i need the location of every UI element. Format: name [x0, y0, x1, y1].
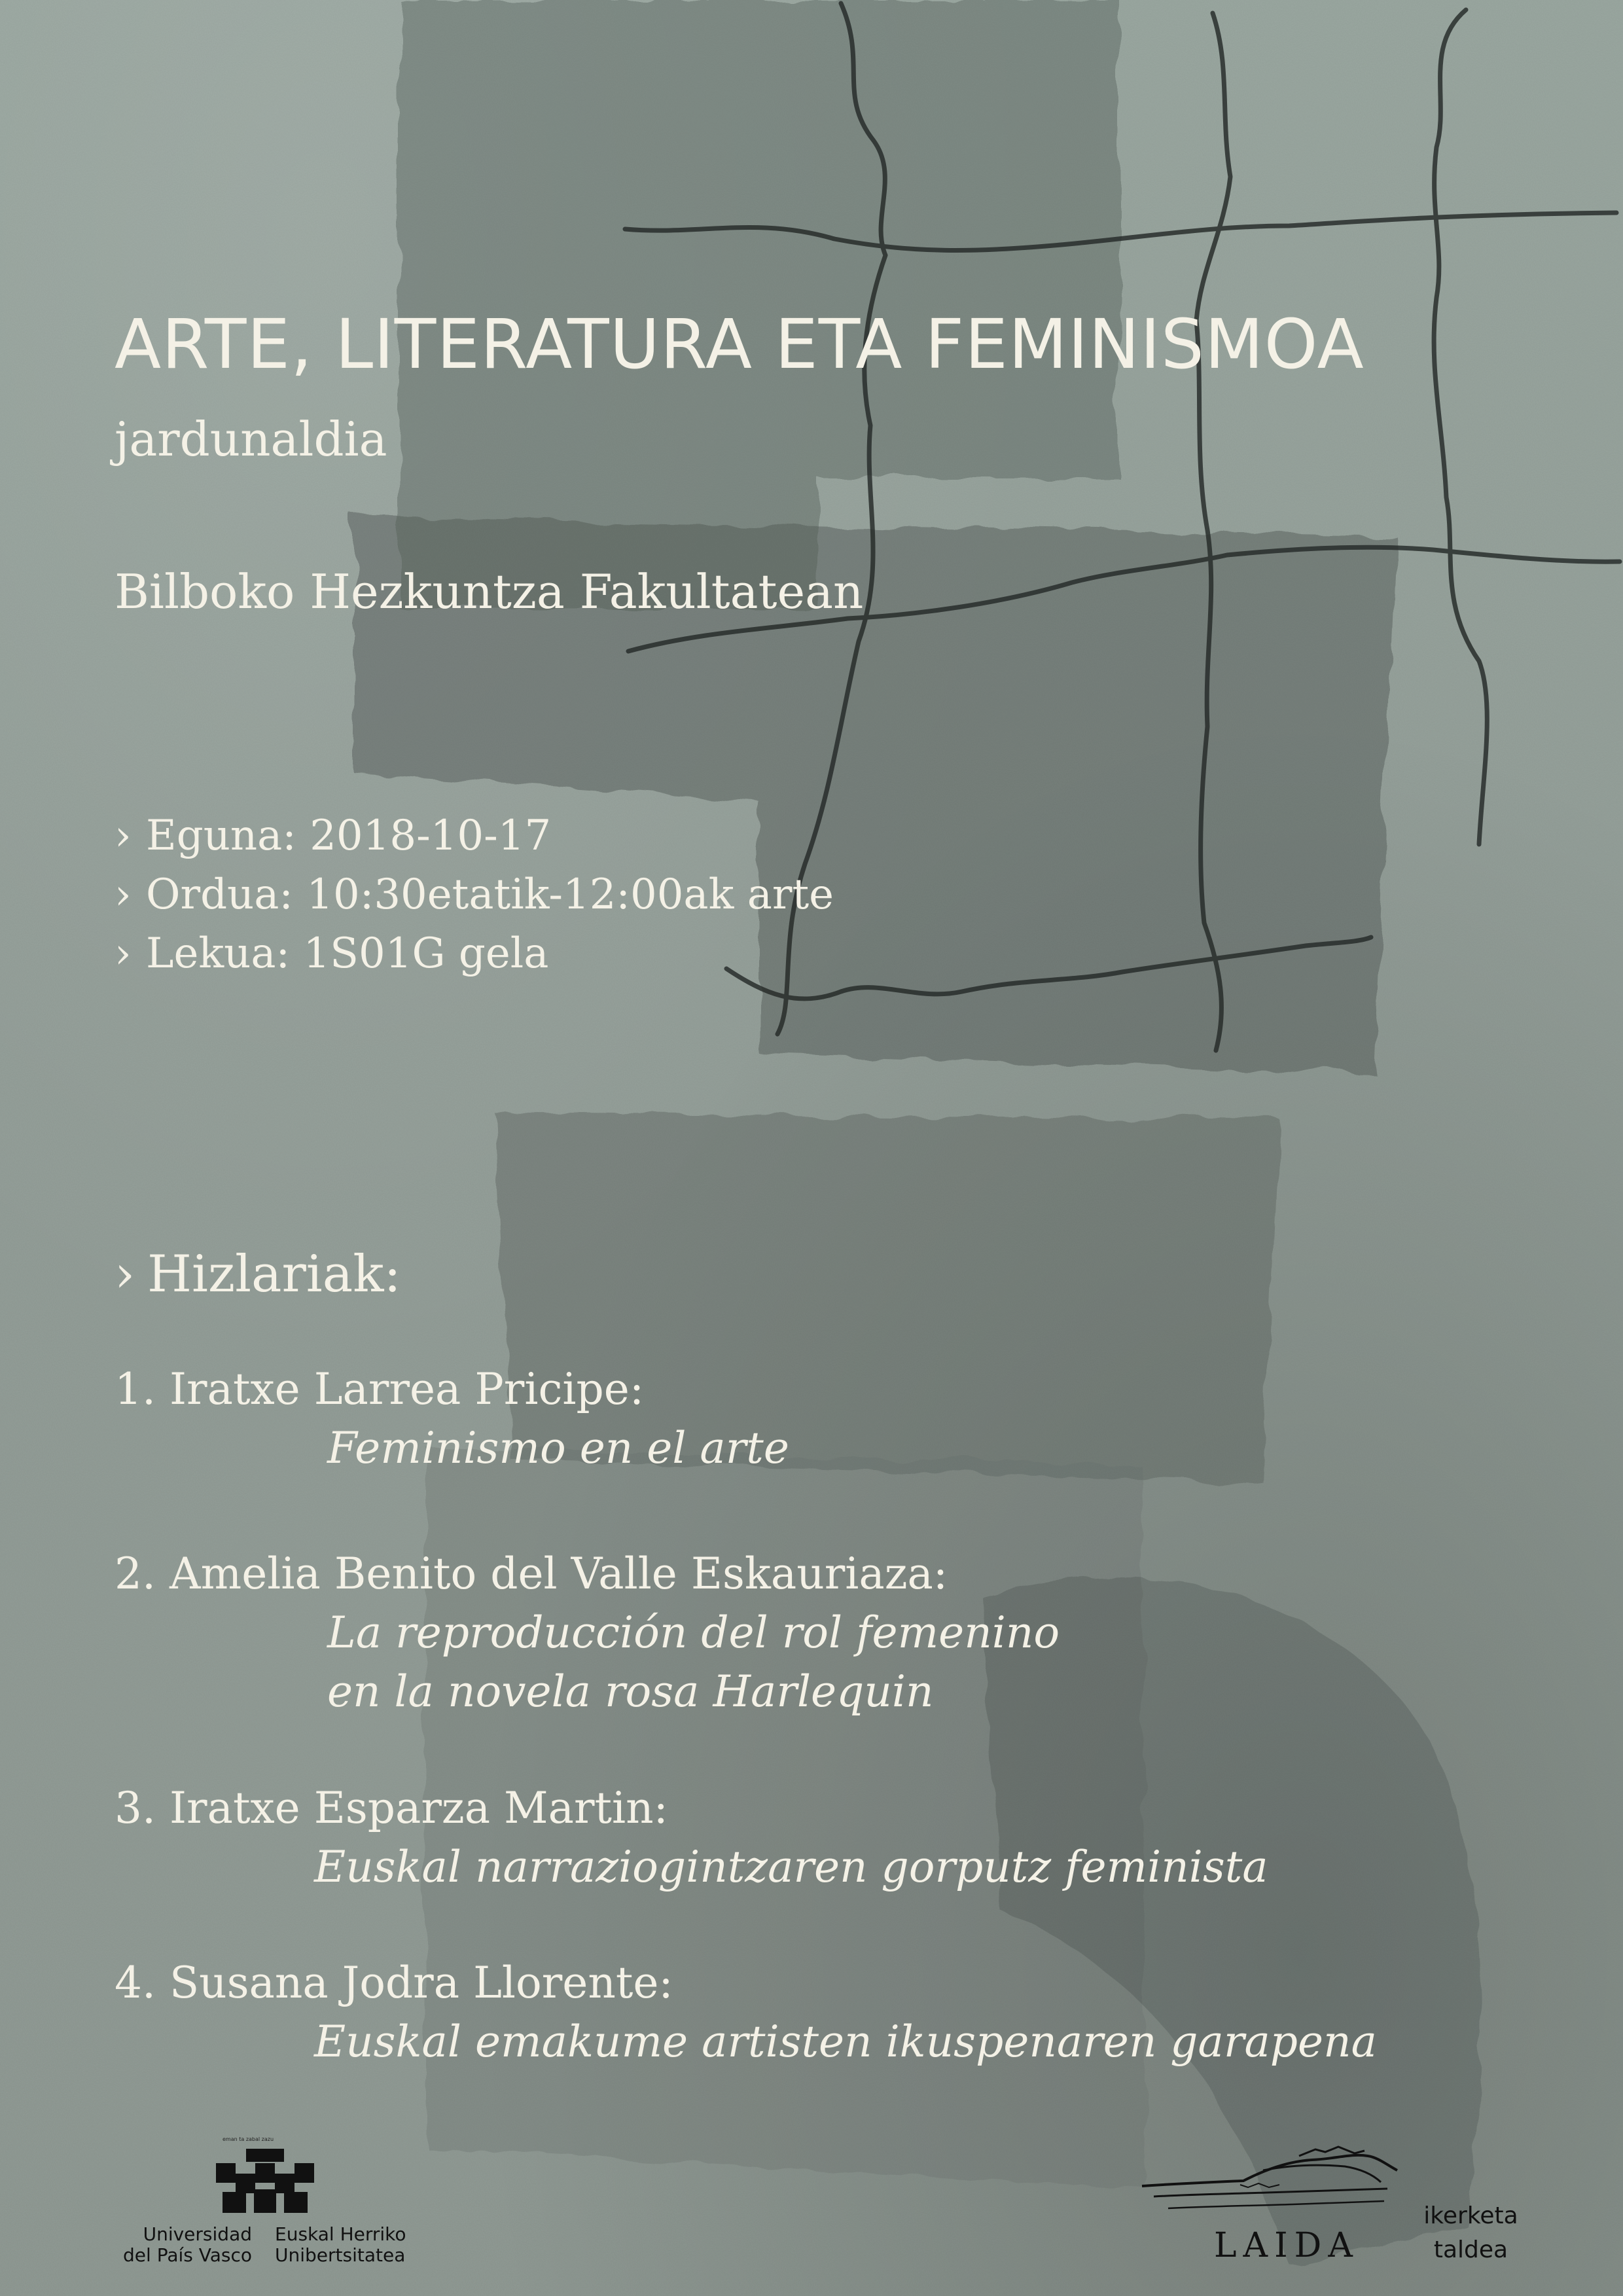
- event-location: Bilboko Hezkuntza Fakultatean: [115, 564, 864, 619]
- time-label: Ordua:: [146, 870, 293, 919]
- speaker-3: [115, 1779, 1508, 1897]
- speaker-number: 3.: [115, 1783, 156, 1833]
- speaker-name-text: Iratxe Esparza Martin:: [169, 1783, 668, 1833]
- speaker-number: 1.: [115, 1364, 156, 1414]
- speaker-name-text: Amelia Benito del Valle Eskauriaza:: [169, 1549, 948, 1599]
- speakers-heading: [115, 1247, 401, 1303]
- laida-coast-logo-icon: [1129, 2134, 1410, 2225]
- speaker-name: [115, 1779, 1508, 1838]
- chevron-right-icon: ›: [115, 870, 132, 919]
- time-value: 10:30etatik-12:00ak arte: [306, 870, 834, 919]
- talk-title: Euskal emakume artisten ikuspenaren garapena: [314, 2017, 1377, 2067]
- speaker-2: [115, 1545, 1508, 1721]
- chevron-right-icon: ›: [115, 812, 132, 860]
- speaker-name: [115, 1545, 1508, 1604]
- upv-ehu-logo-icon: [216, 2149, 314, 2217]
- talk-title-line-1: La reproducción del rol femenino: [327, 1607, 1060, 1658]
- laida-name: LAIDA: [1214, 2226, 1359, 2265]
- date-row: [115, 806, 1096, 865]
- date-label: Eguna:: [146, 812, 296, 860]
- upv-ehu-logo: [115, 2137, 422, 2268]
- time-row: [115, 865, 1096, 924]
- room-label: Lekua:: [146, 929, 291, 978]
- research-group-label: ikerketa taldea: [1423, 2202, 1518, 2263]
- chevron-right-icon: ›: [115, 1245, 135, 1304]
- talk-title-line-2: en la novela rosa Harlequin: [327, 1666, 934, 1717]
- chevron-right-icon: ›: [115, 929, 132, 978]
- event-type: jardunaldia: [115, 412, 387, 467]
- speaker-1: [115, 1360, 1508, 1478]
- speakers-heading-text: Hizlariak:: [147, 1245, 401, 1304]
- room-row: [115, 924, 1096, 983]
- talk-title: Euskal narraziogintzaren gorputz feminista: [314, 1842, 1268, 1892]
- page-title: ARTE, LITERATURA ETA FEMINISMOA: [115, 304, 1364, 384]
- speaker-number: 4.: [115, 1958, 156, 2008]
- speaker-name: [115, 1954, 1508, 2013]
- university-name-spanish: Universidad del País Vasco: [123, 2223, 252, 2266]
- university-motto: eman ta zabal zazu: [223, 2136, 274, 2142]
- room-value: 1S01G gela: [303, 929, 549, 978]
- university-name-basque: Euskal Herriko Unibertsitatea: [275, 2223, 406, 2266]
- speaker-number: 2.: [115, 1549, 156, 1599]
- speaker-name: [115, 1360, 1508, 1419]
- date-value: 2018-10-17: [310, 812, 552, 860]
- speaker-name-text: Susana Jodra Llorente:: [169, 1958, 673, 2008]
- event-details: [115, 806, 1096, 983]
- speaker-name-text: Iratxe Larrea Pricipe:: [169, 1364, 645, 1414]
- laida-logo: [1129, 2134, 1410, 2278]
- speaker-4: [115, 1954, 1508, 2072]
- talk-title: Feminismo en el arte: [327, 1423, 789, 1473]
